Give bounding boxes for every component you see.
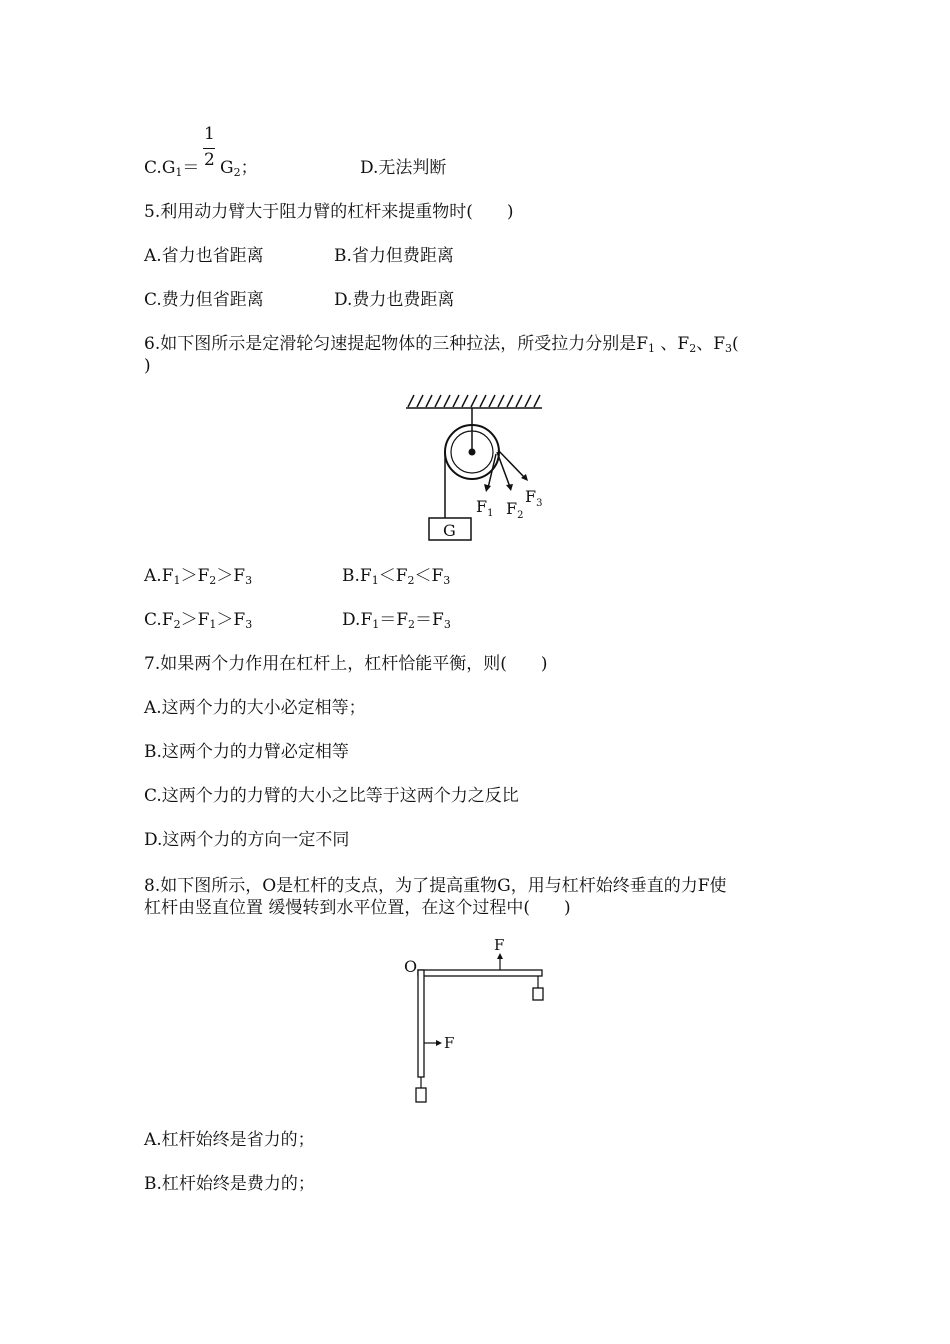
lever-vertical	[418, 970, 424, 1077]
q7-option-b[interactable]: B.这两个力的力臂必定相等	[144, 742, 349, 762]
pulley-figure	[400, 390, 550, 550]
force-arrow-right	[424, 1040, 442, 1046]
q4-option-d[interactable]: D.无法判断	[360, 158, 447, 178]
force-label-f3: $F_3$	[525, 487, 543, 509]
q6-stem: 6.如下图所示是定滑轮匀速提起物体的三种拉法，所受拉力分别是$F_1$ 、$F_2$、$F_3$(	[144, 334, 739, 355]
q7-option-d[interactable]: D.这两个力的方向一定不同	[144, 830, 350, 850]
var-g: G	[161, 158, 176, 178]
fraction-denominator: 2	[204, 150, 215, 170]
var-g: G	[220, 158, 234, 178]
q6-option-c[interactable]: $C.F_2>F_1>F_3$	[144, 610, 253, 631]
lever-horizontal	[418, 970, 542, 976]
pulley-axle	[469, 449, 476, 456]
q6-option-b[interactable]: $B.F_1<F_2<F_3$	[342, 566, 451, 587]
ceiling-hatch	[406, 395, 542, 408]
q5-option-d[interactable]: D.费力也费距离	[334, 290, 455, 310]
q6-option-a[interactable]: $A.F_1>F_2>F_3$	[144, 566, 253, 587]
q7-option-a[interactable]: A.这两个力的大小必定相等；	[144, 698, 366, 718]
q5-option-c[interactable]: C.费力但省距离	[144, 290, 264, 310]
q7-stem: 7.如果两个力作用在杠杆上，杠杆恰能平衡，则( )	[144, 654, 548, 674]
fraction-bar	[203, 148, 215, 149]
q7-option-c[interactable]: C.这两个力的力臂的大小之比等于这两个力之反比	[144, 786, 519, 806]
force-label-side: F	[444, 1034, 455, 1052]
q5-stem: 5.利用动力臂大于阻力臂的杠杆来提重物时( )	[144, 202, 514, 222]
q5-option-a[interactable]: A.省力也省距离	[144, 246, 264, 266]
fraction-numerator: 1	[204, 124, 215, 144]
q8-stem-line2: 杠杆由竖直位置 缓慢转到水平位置，在这个过程中( )	[144, 898, 571, 918]
lever-figure	[400, 930, 560, 1110]
q4-option-c[interactable]	[144, 158, 199, 178]
q5-option-b[interactable]: B.省力但费距离	[334, 246, 454, 266]
q6-option-d[interactable]: $D.F_1=F_2=F_3$	[342, 610, 451, 631]
option-letter: C.	[144, 158, 162, 178]
semicolon: ；	[240, 158, 258, 178]
subscript: 2	[233, 166, 241, 179]
weight-label: G	[443, 521, 456, 540]
q8-option-a[interactable]: A.杠杆始终是省力的；	[144, 1130, 315, 1150]
weight-bottom	[416, 1088, 426, 1102]
equals-sign: ＝	[182, 158, 200, 178]
subscript: 1	[175, 166, 183, 179]
q6-stem-close: )	[144, 356, 151, 376]
force-label-top: F	[494, 936, 505, 954]
pivot-label-o: O	[404, 957, 418, 976]
weight-right	[533, 988, 543, 1000]
force-label-f2: $F_2$	[506, 499, 524, 521]
q8-option-b[interactable]: B.杠杆始终是费力的；	[144, 1174, 315, 1194]
q4-option-c-rest	[220, 158, 258, 178]
q8-stem-line1: 8.如下图所示，O是杠杆的支点，为了提高重物G，用与杠杆始终垂直的力F使	[144, 876, 727, 896]
force-arrow-up	[497, 953, 503, 970]
force-label-f1: $F_1$	[476, 497, 494, 519]
